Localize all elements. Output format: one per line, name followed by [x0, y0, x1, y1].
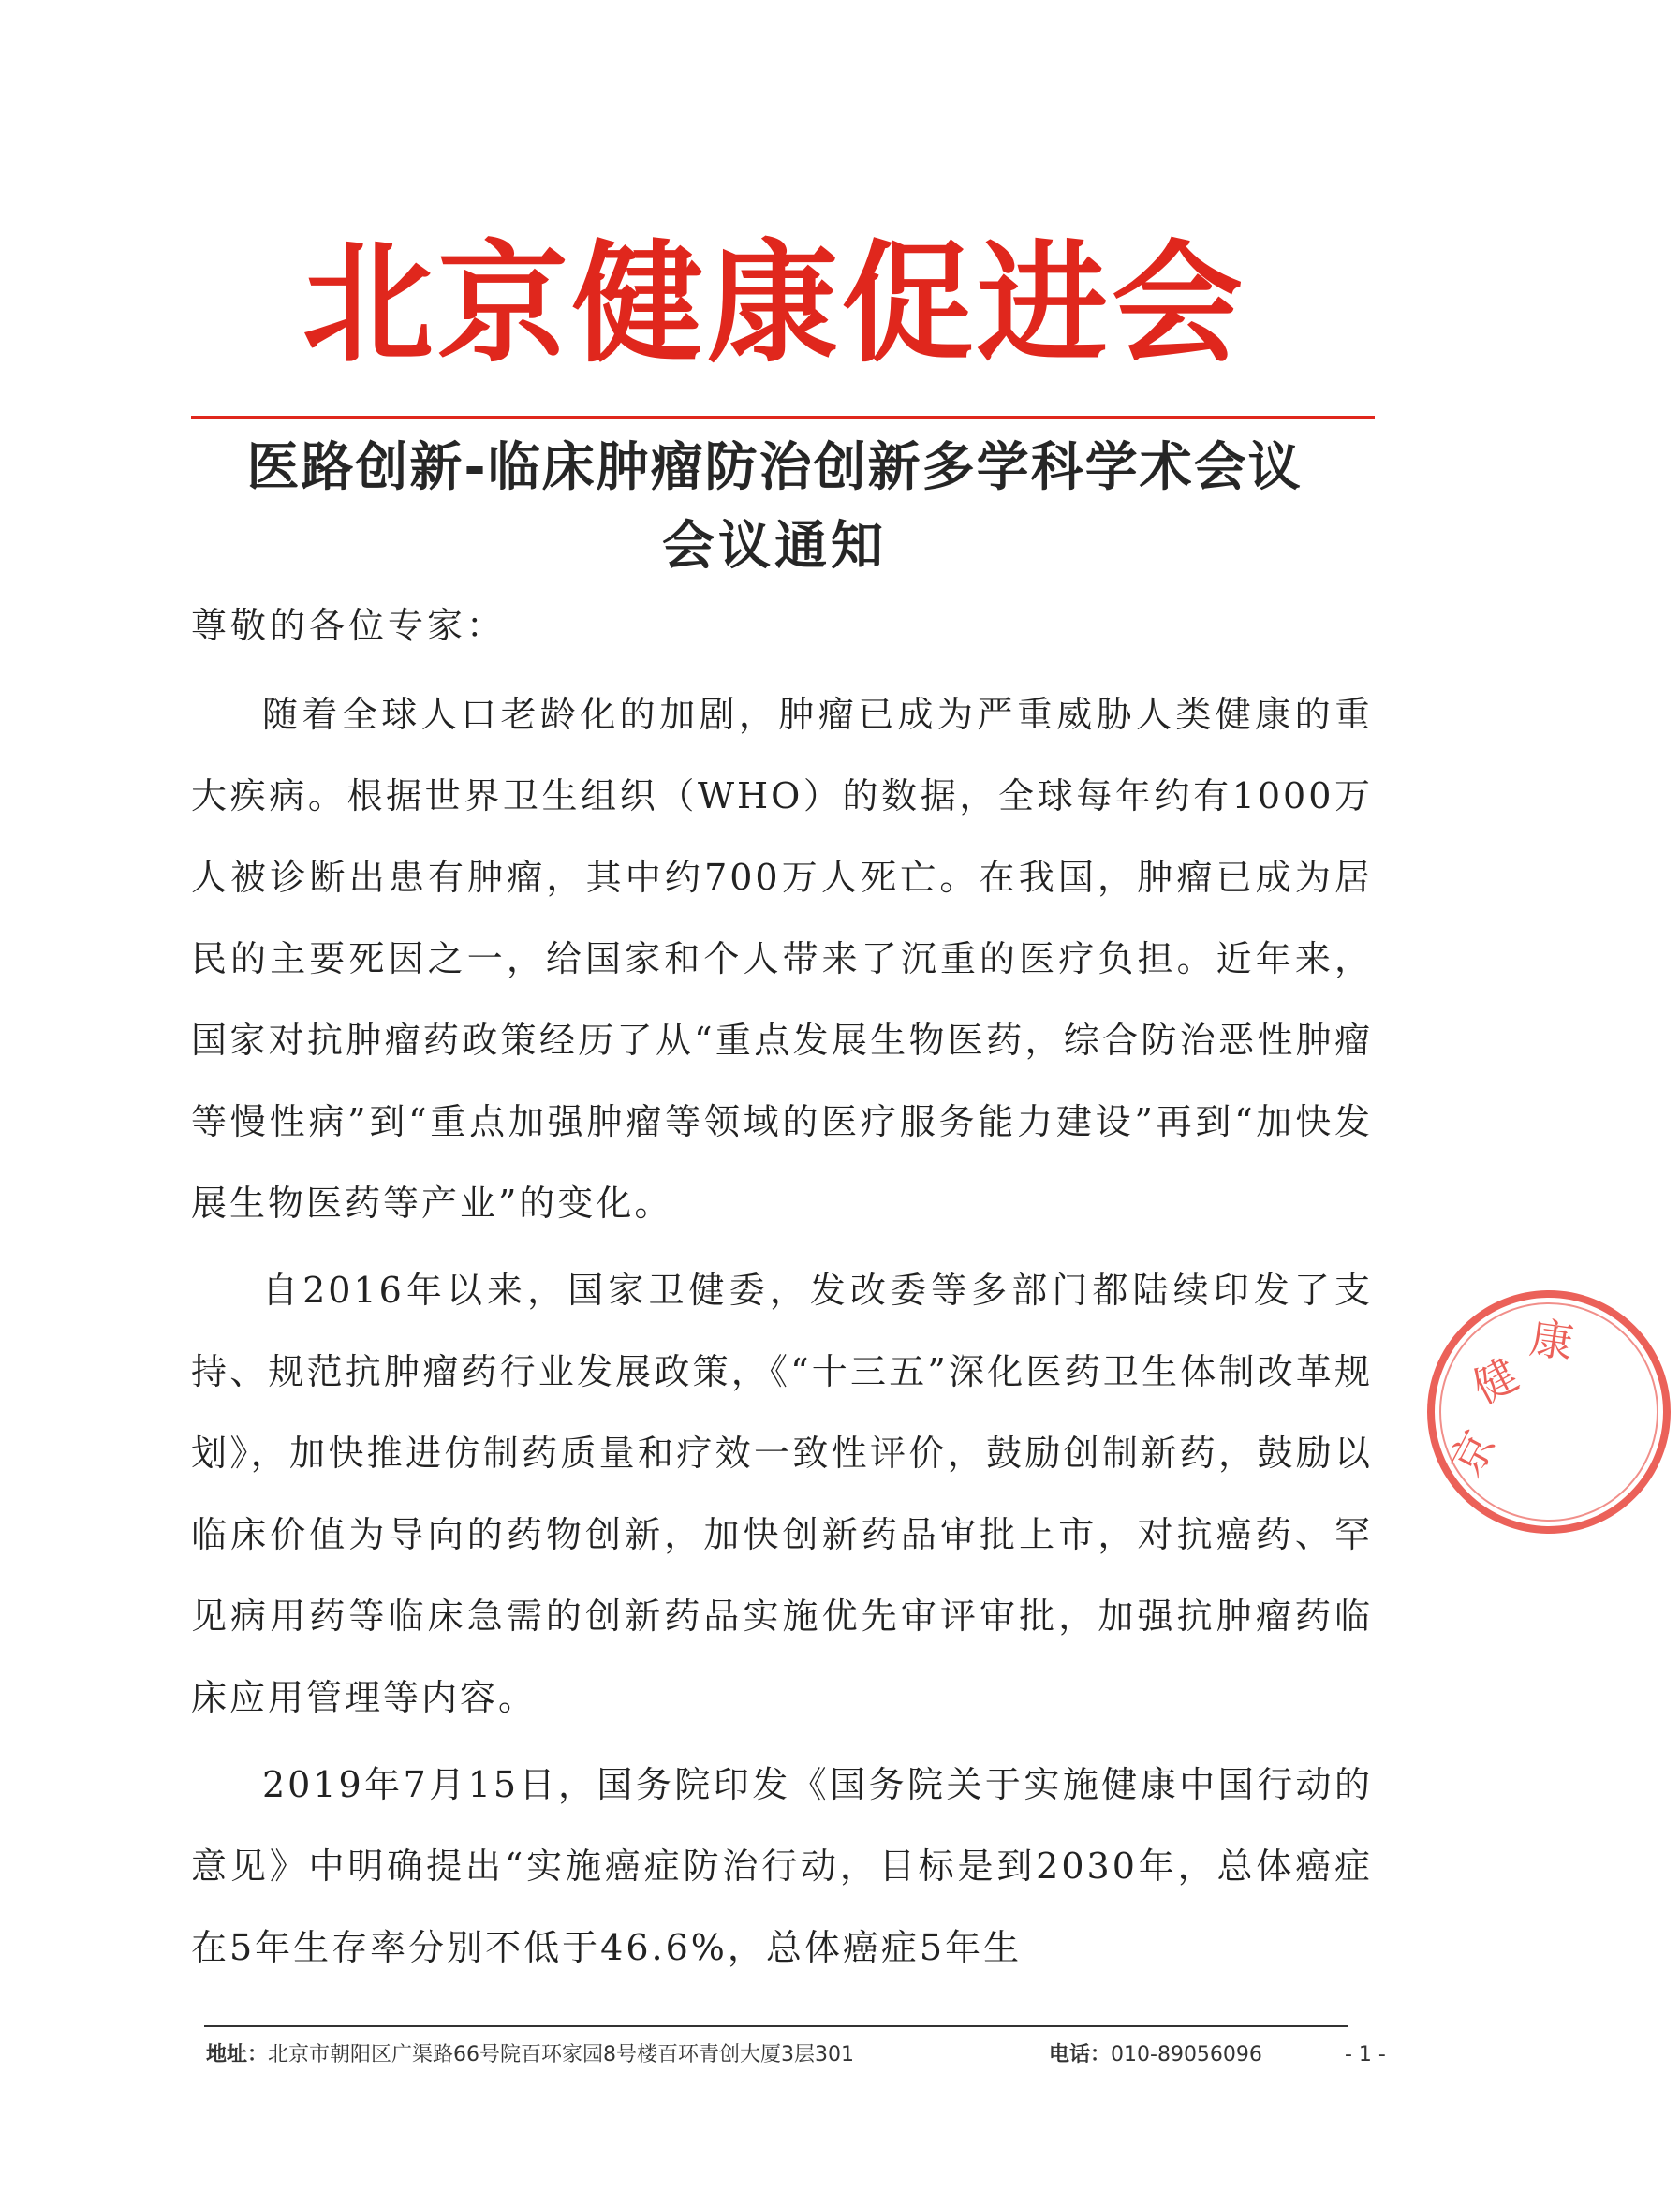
- svg-text:京: 京: [1440, 1422, 1506, 1485]
- letterhead-red-rule: [191, 416, 1375, 419]
- letterhead-organization: 北京健康促进会: [302, 228, 1246, 381]
- address-value: 北京市朝阳区广渠路66号院百环家园8号楼百环青创大厦3层301: [268, 2043, 854, 2066]
- paragraph-text: 随着全球人口老龄化的加剧，肿瘤已成为严重威胁人类健康的重大疾病。根据世界卫生组织（WHO）的数据，全球每年约有1000万人被诊断出患有肿瘤，其中约700万人死亡。在我国，肿瘤已成为居民的主要死因之一，给国家和个人带来了沉重的医疗负担。近年来，国家对抗肿瘤药政策经历了从“重点发展生物医药，综合防治恶性肿瘤等慢性病”到“重点加强肿瘤等领域的医疗服务能力建设”再到“加快发展生物医药等产业”的变化。: [191, 694, 1373, 1224]
- phone-value: 010-89056096: [1111, 2043, 1262, 2066]
- paragraph-text: 2019年7月15日，国务院印发《国务院关于实施健康中国行动的意见》中明确提出“实施癌症防治行动，目标是到2030年，总体癌症在5年生存率分别不低于46.6%，总体癌症5年生: [191, 1764, 1373, 1968]
- body-paragraph-1: [191, 674, 1373, 1244]
- salutation: 尊敬的各位专家：: [191, 605, 507, 646]
- body-paragraph-3: [191, 1744, 1373, 1989]
- official-seal: [1418, 1281, 1680, 1543]
- footer-rule: [204, 2025, 1348, 2027]
- document-title: 医路创新-临床肿瘤防治创新多学科学术会议: [246, 437, 1303, 498]
- page-number: - 1 -: [1345, 2043, 1386, 2066]
- phone-label: 电话：: [1049, 2043, 1112, 2066]
- footer-phone: [1049, 2039, 1262, 2071]
- footer-address: [206, 2039, 854, 2071]
- paragraph-text: 自2016年以来，国家卫健委，发改委等多部门都陆续印发了支持、规范抗肿瘤药行业发展政策，《“十三五”深化医药卫生体制改革规划》，加快推进仿制药质量和疗效一致性评价，鼓励创制新药，鼓励以临床价值为导向的药物创新，加快创新药品审批上市，对抗癌药、罕见病用药等临床急需的创新药品实施优先审评审批，加强抗肿瘤药临床应用管理等内容。: [191, 1270, 1373, 1718]
- body-paragraph-2: [191, 1250, 1373, 1739]
- document-subtitle: 会议通知: [662, 516, 887, 577]
- svg-text:康: 康: [1526, 1312, 1577, 1369]
- svg-text:健: 健: [1464, 1348, 1526, 1414]
- address-label: 地址：: [206, 2043, 269, 2066]
